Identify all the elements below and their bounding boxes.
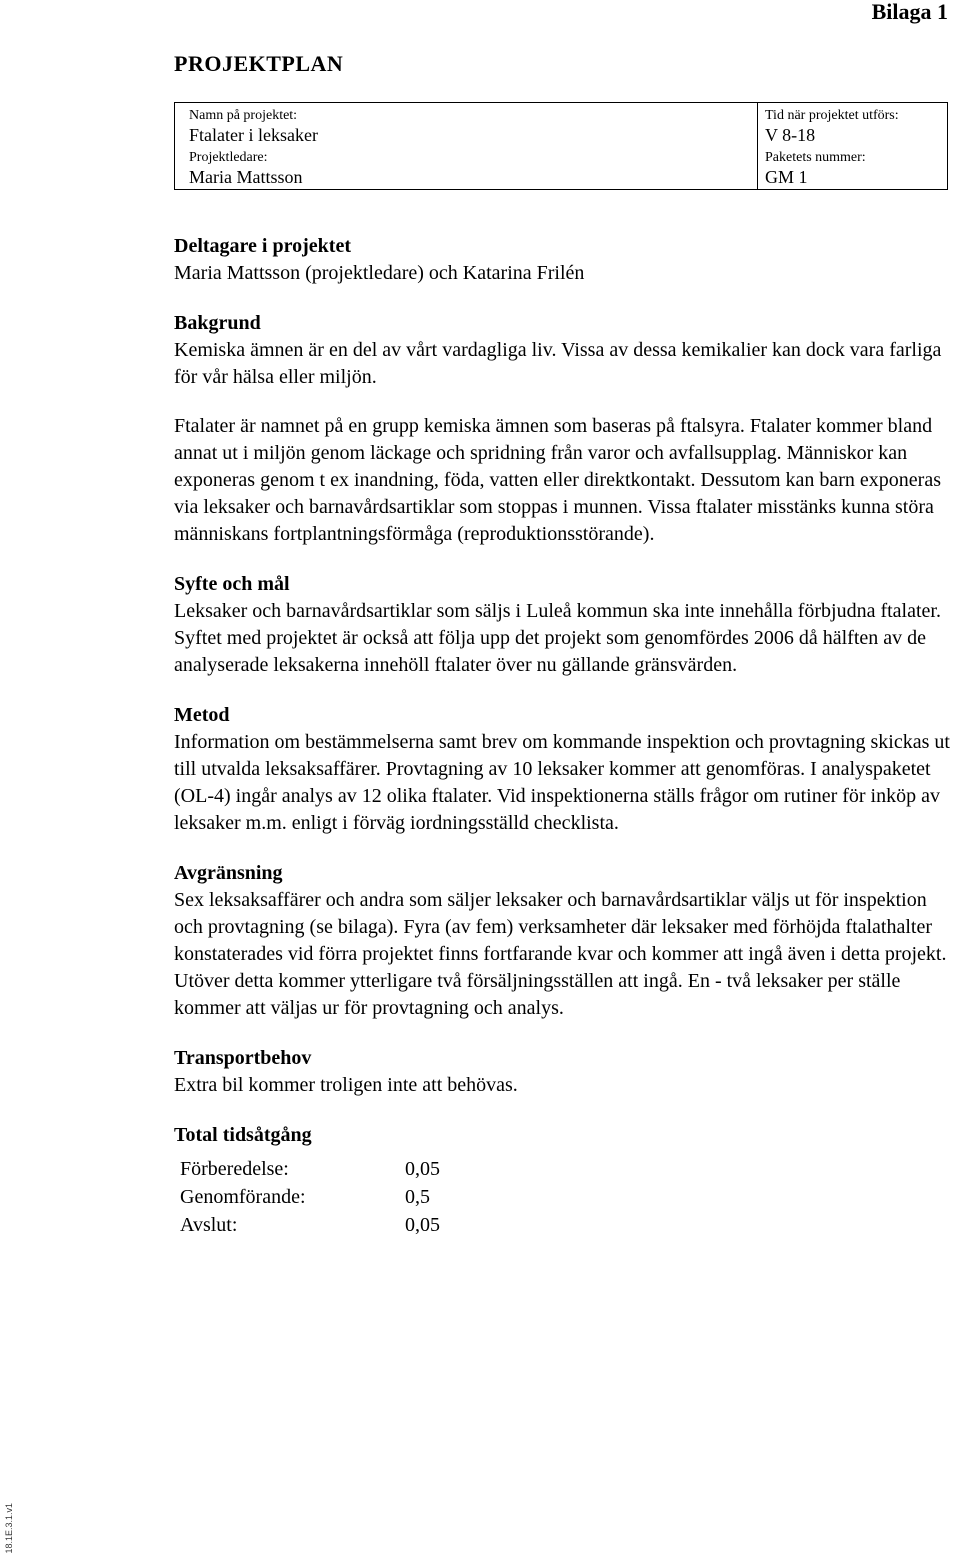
appendix-label: Bilaga 1: [871, 0, 948, 24]
package-number-value: GM 1: [765, 167, 808, 187]
background-paragraph-2: Ftalater är namnet på en grupp kemiska ämnen som baseras på ftalsyra. Ftalater kommer bland annat ut i miljön genom läckage och spridning från varor och avfallsupplag. Människor kan exponeras genom t ex inandning, föda, vatten eller direktkontakt. Dessutom kan barn exponeras via leksaker och barnavårdsartiklar som stoppas i munnen. Vissa ftalater misstänks kunna störa människans fortplantningsförmåga (reproduktionsstörande).: [174, 415, 941, 545]
participants-text: Maria Mattsson (projektledare) och Katarina Frilén: [174, 262, 585, 284]
background-paragraph-1: Kemiska ämnen är en del av vårt vardagliga liv. Vissa av dessa kemikalier kan dock vara farliga för vår hälsa eller miljön.: [174, 339, 942, 388]
total-time-section: [174, 1121, 954, 1239]
time-row-value: 0,5: [405, 1186, 430, 1208]
background-heading: Bakgrund: [174, 312, 261, 334]
project-time-cell: [765, 107, 899, 146]
time-row-value: 0,05: [405, 1158, 440, 1180]
method-heading: Metod: [174, 704, 230, 726]
project-leader-cell: [189, 149, 302, 188]
project-time-label: Tid när projektet utförs:: [765, 108, 899, 123]
background-section: [174, 309, 954, 548]
project-time-value: V 8-18: [765, 125, 816, 145]
project-name-cell: [189, 107, 318, 146]
participants-section: [174, 232, 954, 287]
time-row-label: Genomförande:: [180, 1186, 306, 1208]
page-title: PROJEKTPLAN: [174, 51, 344, 76]
project-name-value: Ftalater i leksaker: [189, 125, 318, 145]
time-row-value: 0,05: [405, 1214, 440, 1236]
time-row-label: Förberedelse:: [180, 1158, 289, 1180]
delimitation-heading: Avgränsning: [174, 862, 283, 884]
table-row: [180, 1155, 440, 1183]
total-time-table: [180, 1155, 440, 1239]
purpose-text: Leksaker och barnavårdsartiklar som säljs i Luleå kommun ska inte innehålla förbjudna ftalater. Syftet med projektet är också att följa upp det projekt som genomfördes 2006 då hälften av de analyserade leksakerna innehöll ftalater över nu gällande gränsvärden.: [174, 600, 941, 676]
document-code: 18.1E.3.1.v1: [4, 1503, 14, 1554]
table-row: [180, 1183, 440, 1211]
document-body: [174, 232, 954, 1261]
method-section: [174, 701, 954, 837]
participants-heading: Deltagare i projektet: [174, 235, 351, 257]
delimitation-text: Sex leksaksaffärer och andra som säljer leksaker och barnavårdsartiklar väljs ut för inspektion och provtagning (se bilaga). Fyra (av fem) verksamheter där leksaker med förhöjda ftalathalter konstaterades vid förra projektet finns fortfarande kvar och kommer att ingå även i detta projekt. Utöver detta kommer ytterligare två försäljningsställen att ingå. En - två leksaker per ställe kommer att väljas ur för provtagning och analys.: [174, 889, 947, 1019]
project-info-table: [174, 102, 948, 190]
method-text: Information om bestämmelserna samt brev om kommande inspektion och provtagning skickas ut till utvalda leksaksaffärer. Provtagning av 10 leksaker kommer att genomföras. I analyspaketet (OL-4) ingår analys av 12 olika ftalater. Vid inspektionerna ställs frågor om rutiner för inköp av leksaker m.m. enligt i förväg iordningsställd checklista.: [174, 731, 950, 834]
project-name-label: Namn på projektet:: [189, 108, 298, 123]
package-number-cell: [765, 149, 866, 188]
table-divider: [757, 103, 758, 189]
transport-text: Extra bil kommer troligen inte att behövas.: [174, 1074, 518, 1096]
purpose-heading: Syfte och mål: [174, 573, 290, 595]
delimitation-section: [174, 859, 954, 1022]
transport-section: [174, 1044, 954, 1099]
project-leader-label: Projektledare:: [189, 150, 268, 165]
total-time-heading: Total tidsåtgång: [174, 1124, 312, 1146]
project-leader-value: Maria Mattsson: [189, 167, 303, 187]
time-row-label: Avslut:: [180, 1214, 238, 1236]
package-number-label: Paketets nummer:: [765, 150, 866, 165]
transport-heading: Transportbehov: [174, 1047, 312, 1069]
purpose-section: [174, 570, 954, 679]
table-row: [180, 1211, 440, 1239]
